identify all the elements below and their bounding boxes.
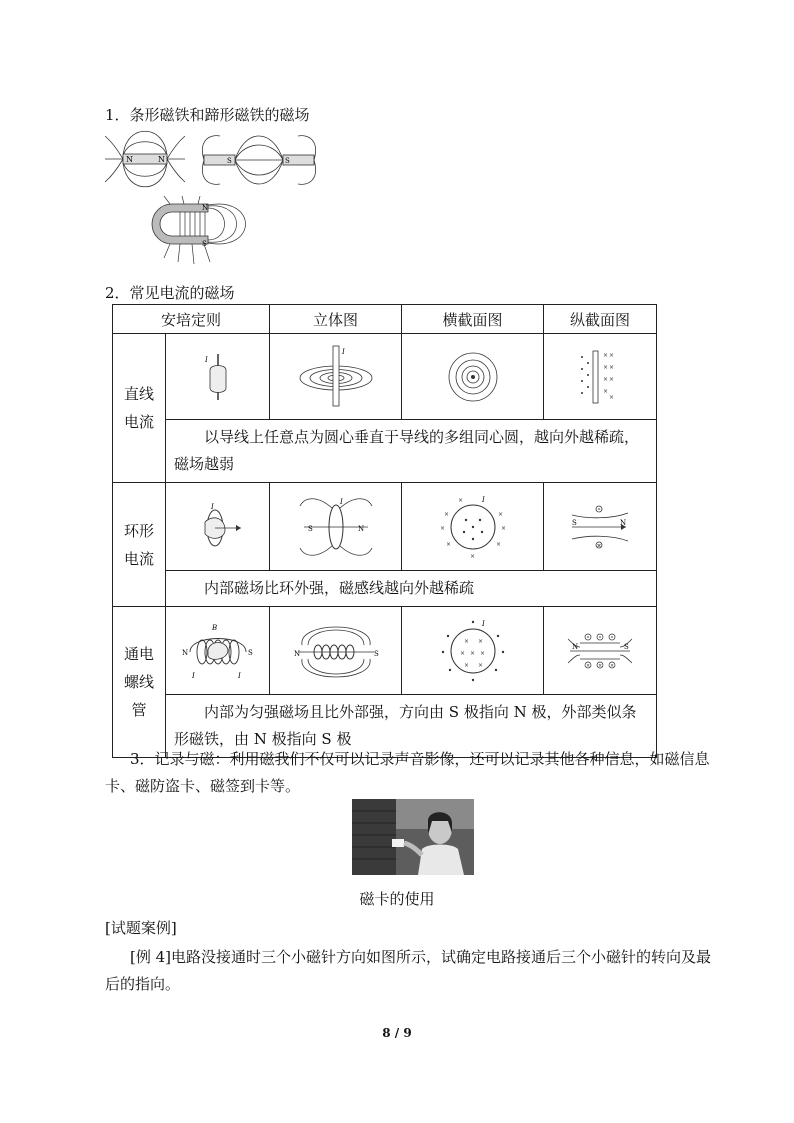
svg-text:×: × [603,363,609,371]
section-2-title: 2．常见电流的磁场 [105,284,235,302]
svg-text:×: × [445,540,451,548]
svg-text:I: I [339,497,343,506]
magnetic-card-photo [352,799,474,875]
svg-text:I: I [481,619,485,628]
photo-caption: 磁卡的使用 [359,890,435,908]
svg-text:I: I [191,671,195,680]
svg-text:S: S [624,642,629,651]
magnet-label-s-2: S [285,157,290,165]
solenoid-longitudinal-figure [544,607,657,695]
row-label-straight-current: 直线 电流 [113,334,166,483]
magnet-label-n: N [126,155,133,164]
svg-text:N: N [181,648,188,657]
svg-text:N: N [293,649,300,658]
svg-text:×: × [463,661,469,669]
svg-text:I: I [237,671,241,680]
solenoid-description: 内部为匀强磁场且比外部强，方向由 S 极指向 N 极，外部类似条形磁铁，由 N 极指向 S 极 [166,695,657,758]
straight-cross-section-figure [402,334,544,420]
svg-text:×: × [596,542,602,549]
row-label-loop-current: 环形 电流 [113,483,166,607]
svg-text:I: I [210,502,214,511]
loop-3d-figure [270,483,402,571]
svg-text:×: × [603,375,609,383]
svg-text:×: × [603,351,609,359]
straight-ampere-rule-figure [166,334,270,420]
svg-text:×: × [603,387,609,395]
example-4-text: [例 4]电路没接通时三个小磁针方向如图所示，试确定电路接通后三个小磁针的转向及最后的指向。 [105,948,712,993]
two-bar-magnets-figure [200,130,318,190]
svg-text:B: B [211,623,217,632]
loop-ampere-rule-figure [166,483,270,571]
loop-cross-section-figure [402,483,544,571]
svg-text:×: × [495,540,501,548]
svg-text:×: × [443,510,449,518]
svg-text:×: × [609,363,615,371]
current-field-table [112,304,657,758]
horseshoe-magnet-figure [150,196,260,268]
loop-longitudinal-figure [544,483,657,571]
header-cross-section: 横截面图 [402,305,544,334]
header-longitudinal-section: 纵截面图 [544,305,657,334]
straight-current-description: 以导线上任意点为圆心垂直于导线的多组同心圆，越向外越稀疏，磁场越弱 [166,420,657,483]
svg-text:S: S [572,518,577,527]
svg-text:×: × [457,496,463,504]
svg-text:N: N [357,524,364,533]
magnet-label-s: N [158,155,165,164]
cases-heading: [试题案例] [105,919,177,937]
horseshoe-label-n: N [202,204,209,212]
svg-text:×: × [459,649,465,657]
svg-text:×: × [598,662,603,669]
loop-current-description: 内部磁场比环外强，磁感线越向外越稀疏 [166,571,657,607]
svg-text:×: × [610,662,615,669]
svg-text:I: I [341,347,345,356]
bar-magnet-figure [105,128,185,190]
header-3d-view: 立体图 [270,305,402,334]
section-1-title: 1．条形磁铁和蹄形磁铁的磁场 [105,106,310,124]
svg-text:×: × [497,510,503,518]
svg-text:S: S [247,648,253,657]
svg-text:×: × [463,637,469,645]
solenoid-cross-section-figure [402,607,544,695]
svg-text:×: × [609,351,615,359]
svg-text:S: S [373,649,379,658]
svg-text:N: N [572,642,579,651]
svg-text:×: × [500,524,506,532]
svg-text:×: × [609,375,615,383]
svg-text:N: N [620,518,627,527]
magnet-label-s-1: S [227,157,232,165]
straight-longitudinal-figure [544,334,657,420]
straight-3d-figure [270,334,402,420]
svg-text:×: × [609,393,615,401]
solenoid-3d-figure [270,607,402,695]
svg-text:×: × [479,649,485,657]
svg-text:I: I [204,355,208,364]
page-number: 8 / 9 [382,1026,412,1040]
svg-text:×: × [439,524,445,532]
solenoid-ampere-rule-figure [166,607,270,695]
svg-text:×: × [469,552,475,560]
header-ampere-rule: 安培定则 [113,305,270,334]
horseshoe-label-s: S [202,240,207,248]
row-label-solenoid: 通电 螺线 管 [113,607,166,758]
section-3-text: 3．记录与磁：利用磁我们不仅可以记录声音影像，还可以记录其他各种信息，如磁信息卡、磁防盗卡、磁签到卡等。 [105,750,710,795]
svg-text:×: × [469,649,475,657]
svg-text:S: S [307,524,313,533]
svg-text:×: × [586,662,591,669]
svg-text:I: I [481,495,485,504]
svg-text:×: × [477,661,483,669]
svg-text:×: × [477,637,483,645]
